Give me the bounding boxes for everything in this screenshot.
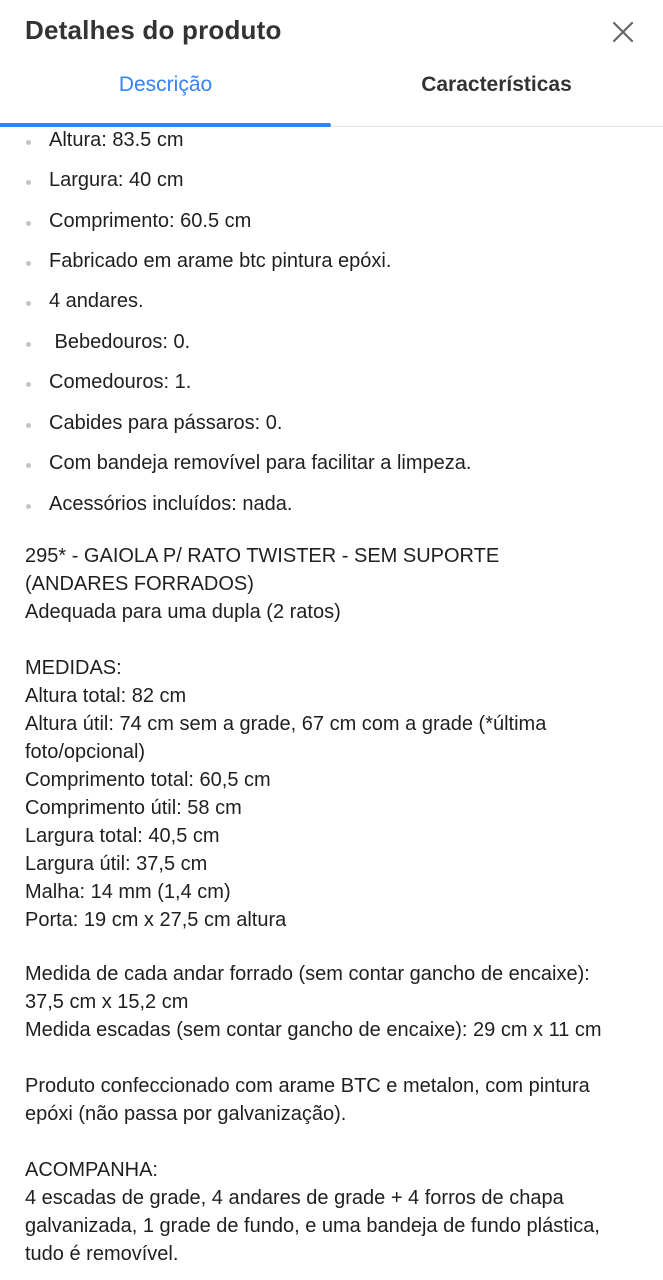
- page-title: Detalhes do produto: [25, 15, 282, 45]
- modal-header: [0, 0, 663, 64]
- list-item: [0, 210, 640, 240]
- description-paragraph-medidas: MEDIDAS: Altura total: 82 cm Altura útil: 74 cm sem a grade, 67 cm com a grade (*última foto/opcional) Comprimento total: 60,5 cm Comprimento útil: 58 cm Largura total: 40,5 cm Largura útil: 37,5 cm Malha: 14 mm (1,4 cm) Porta: 19 cm x 27,5 cm altura: [25, 657, 547, 931]
- list-item: [0, 412, 640, 442]
- tab-descricao[interactable]: [0, 62, 331, 126]
- list-item: [0, 452, 640, 482]
- bullet-icon: [26, 342, 31, 347]
- close-icon: [606, 15, 640, 49]
- list-item: [0, 250, 640, 280]
- list-item: [0, 371, 640, 401]
- list-item: [0, 169, 640, 199]
- tab-caracteristicas-label: Características: [421, 73, 572, 96]
- list-item-text: Largura: 40 cm: [49, 169, 184, 191]
- list-item-text: Altura: 83.5 cm: [49, 129, 184, 151]
- description-content[interactable]: [0, 127, 663, 1280]
- description-paragraph-title: 295* - GAIOLA P/ RATO TWISTER - SEM SUPORTE (ANDARES FORRADOS) Adequada para uma dupla (2 ratos): [25, 545, 500, 623]
- bullet-icon: [26, 504, 31, 509]
- bullet-icon: [26, 423, 31, 428]
- bullet-icon: [26, 221, 31, 226]
- tab-caracteristicas[interactable]: [331, 62, 662, 126]
- list-item: [0, 129, 640, 159]
- tab-bar: [0, 62, 663, 127]
- list-item: [0, 290, 640, 320]
- bullet-icon: [26, 463, 31, 468]
- list-item-text: Fabricado em arame btc pintura epóxi.: [49, 250, 392, 272]
- list-item-text: Acessórios incluídos: nada.: [49, 493, 293, 515]
- list-item-text: Com bandeja removível para facilitar a limpeza.: [49, 452, 472, 474]
- list-item-text: Comprimento: 60.5 cm: [49, 210, 252, 232]
- list-item-text: Cabides para pássaros: 0.: [49, 412, 283, 434]
- list-item: [0, 331, 640, 361]
- bullet-icon: [26, 180, 31, 185]
- tab-descricao-label: Descrição: [118, 73, 213, 96]
- list-item-text: 4 andares.: [49, 290, 144, 312]
- bullet-icon: [26, 382, 31, 387]
- bullet-icon: [26, 140, 31, 145]
- close-button[interactable]: [606, 15, 640, 49]
- description-paragraph-produto: Produto confeccionado com arame BTC e metalon, com pintura epóxi (não passa por galvanização).: [25, 1075, 590, 1125]
- bullet-icon: [26, 301, 31, 306]
- list-item-text: Comedouros: 1.: [49, 371, 192, 393]
- list-item: [0, 493, 640, 523]
- bullet-icon: [26, 261, 31, 266]
- description-paragraph-andar: Medida de cada andar forrado (sem contar gancho de encaixe): 37,5 cm x 15,2 cm Medida escadas (sem contar gancho de encaixe): 29 cm x 11 cm: [25, 963, 602, 1041]
- list-item-text: Bebedouros: 0.: [49, 331, 191, 353]
- description-paragraph-acompanha: ACOMPANHA: 4 escadas de grade, 4 andares de grade + 4 forros de chapa galvanizada, 1 grade de fundo, e uma bandeja de fundo plástica, tudo é removível.: [25, 1159, 600, 1265]
